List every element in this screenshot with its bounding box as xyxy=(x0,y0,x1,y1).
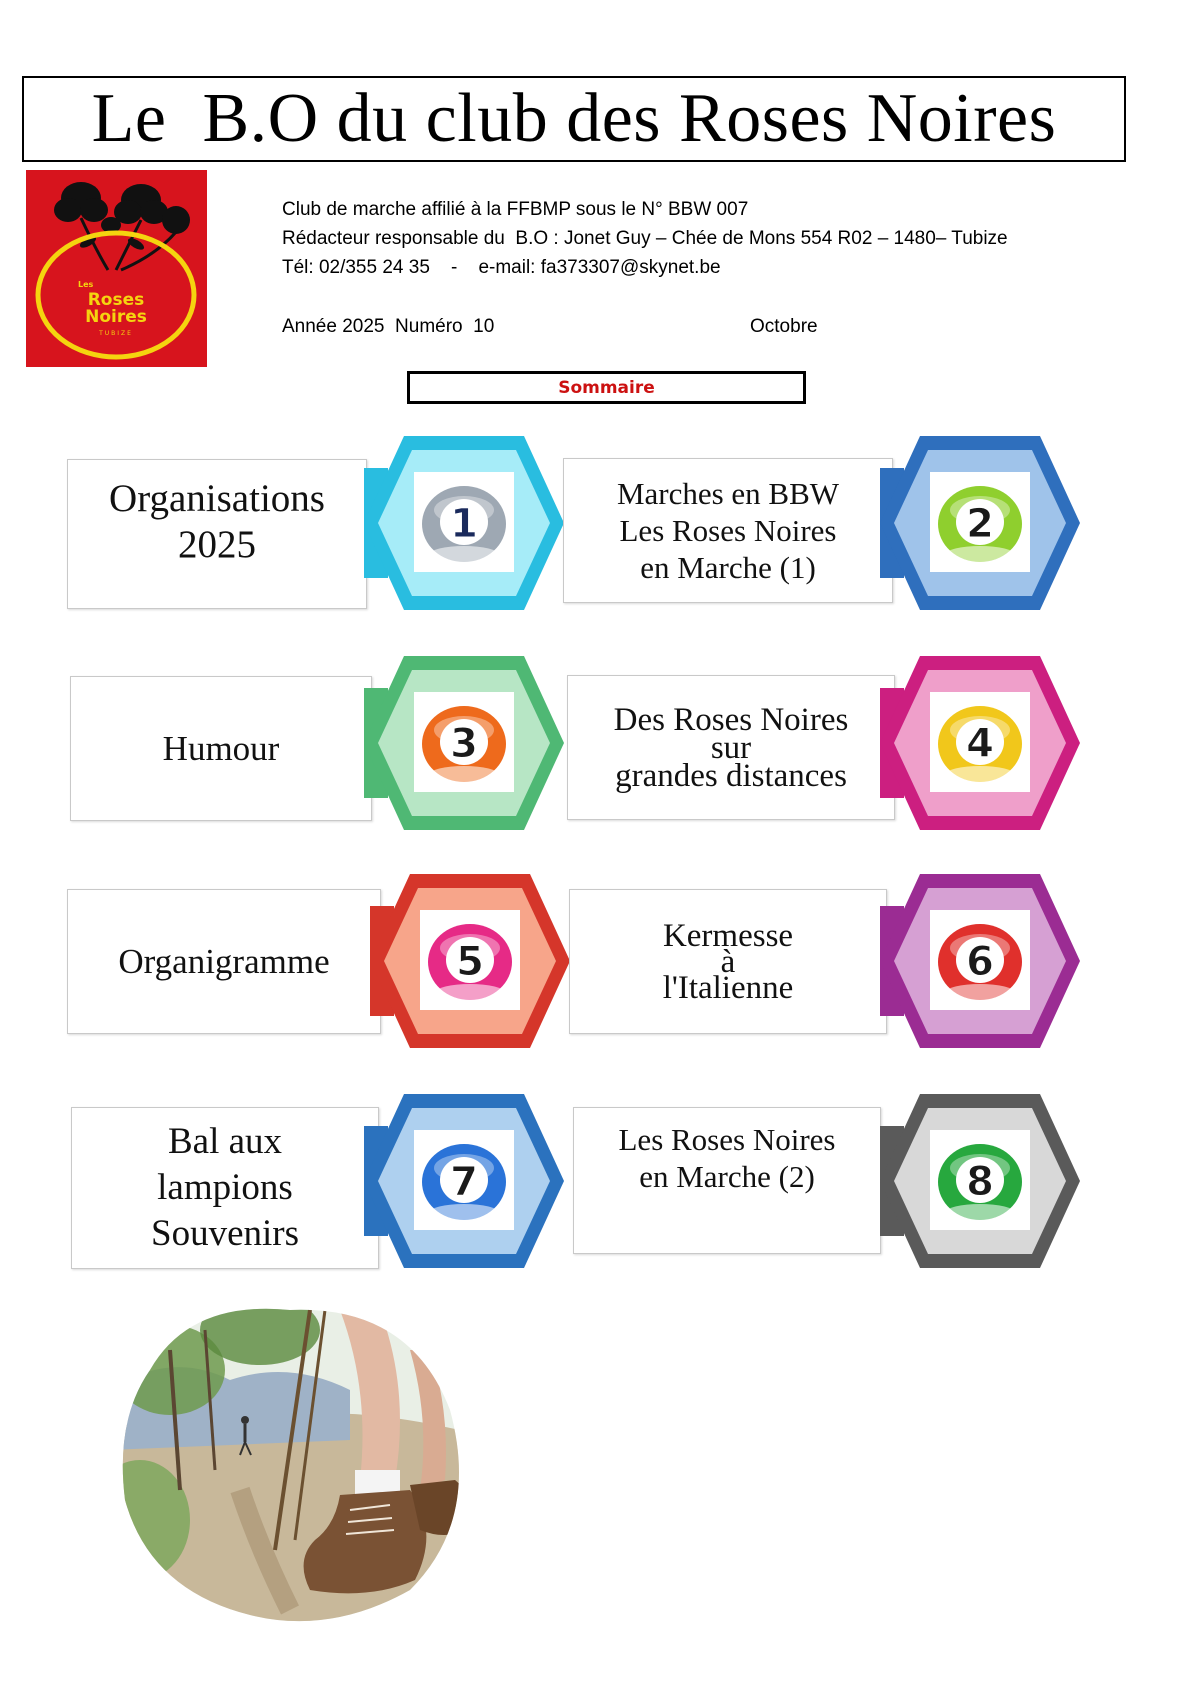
toc-item-2[interactable] xyxy=(563,458,893,603)
sommaire-box xyxy=(407,371,806,404)
toc-item-4-label: Des Roses Noires sur grandes distances xyxy=(613,701,849,794)
toc-item-5[interactable] xyxy=(67,889,381,1034)
toc-number-1[interactable] xyxy=(364,434,564,612)
toc-item-3-label: Humour xyxy=(162,728,280,768)
toc-number-3[interactable] xyxy=(364,654,564,832)
logo-small-text: Les xyxy=(78,280,94,289)
affiliation-line: Club de marche affilié à la FFBMP sous le N° BBW 007 xyxy=(282,199,749,220)
toc-number-label: 7 xyxy=(450,1159,478,1205)
toc-number-label: 8 xyxy=(966,1159,994,1205)
contact-line: Tél: 02/355 24 35 - e-mail: fa373307@skynet.be xyxy=(282,257,721,278)
toc-item-5-label: Organigramme xyxy=(118,941,330,981)
toc-item-6[interactable] xyxy=(569,889,887,1034)
toc-item-7[interactable] xyxy=(71,1107,379,1269)
club-logo xyxy=(26,170,207,367)
newsletter-title-box xyxy=(22,76,1126,162)
sommaire-label: Sommaire xyxy=(558,377,655,398)
toc-number-label: 1 xyxy=(450,501,478,547)
toc-item-7-label: Bal aux lampions Souvenirs xyxy=(151,1121,299,1254)
month: Octobre xyxy=(750,316,818,337)
toc-item-4[interactable] xyxy=(567,675,895,820)
toc-number-2[interactable] xyxy=(880,434,1080,612)
editor-line: Rédacteur responsable du B.O : Jonet Guy – Chée de Mons 554 R02 – 1480– Tubize xyxy=(282,228,1008,249)
toc-item-1[interactable] xyxy=(67,459,367,609)
toc-item-1-label: Organisations 2025 xyxy=(109,477,325,566)
toc-number-label: 3 xyxy=(450,721,478,767)
hiker-illustration xyxy=(110,1290,500,1630)
toc-number-4[interactable] xyxy=(880,654,1080,832)
logo-line1: Roses xyxy=(87,290,145,310)
toc-item-8[interactable] xyxy=(573,1107,881,1254)
toc-number-7[interactable] xyxy=(364,1092,564,1270)
toc-item-8-label: Les Roses Noires en Marche (2) xyxy=(618,1121,836,1194)
toc-item-3[interactable] xyxy=(70,676,372,821)
toc-item-2-label: Marches en BBW Les Roses Noires en Marche (1) xyxy=(616,476,840,585)
toc-number-label: 2 xyxy=(966,501,994,547)
logo-town: TUBIZE xyxy=(99,330,133,337)
toc-item-6-label: Kermesse à l'Italienne xyxy=(662,917,794,1006)
year-issue: Année 2025 Numéro 10 xyxy=(282,316,495,337)
toc-number-label: 4 xyxy=(966,721,994,767)
newsletter-title: Le B.O du club des Roses Noires xyxy=(91,80,1057,157)
toc-number-8[interactable] xyxy=(880,1092,1080,1270)
toc-number-5[interactable] xyxy=(370,872,570,1050)
toc-number-label: 6 xyxy=(966,939,994,985)
toc-number-label: 5 xyxy=(456,939,484,985)
logo-line2: Noires xyxy=(85,307,147,327)
toc-number-6[interactable] xyxy=(880,872,1080,1050)
